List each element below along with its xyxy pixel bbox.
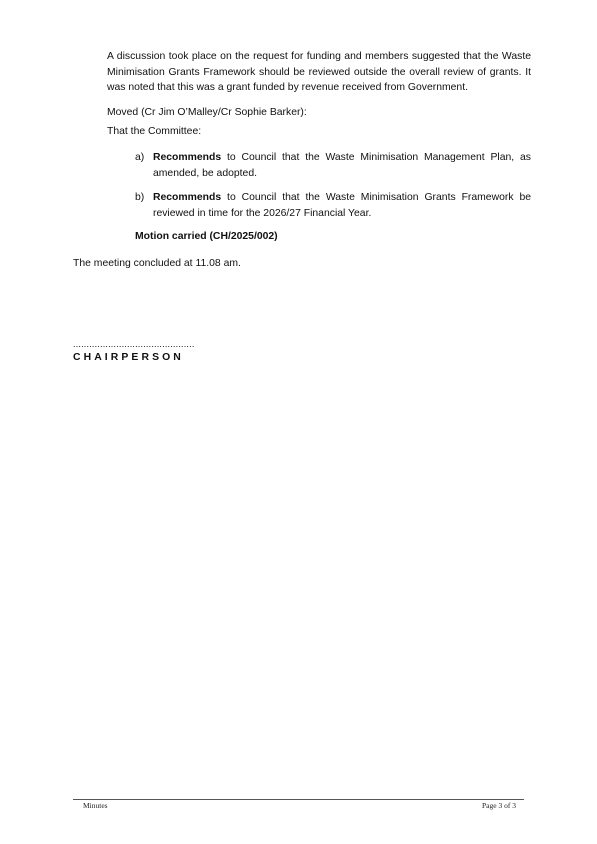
resolution-keyword: Recommends (153, 152, 222, 163)
chairperson-label: CHAIRPERSON (73, 352, 184, 363)
resolution-item-a (135, 150, 531, 181)
footer-page-number: Page 3 of 3 (482, 801, 516, 810)
resolution-text: to Council that the Waste Minimisation Management Plan, as amended, be adopted. (153, 152, 531, 179)
resolution-marker: a) (135, 152, 145, 163)
committee-line: That the Committee: (107, 126, 202, 137)
signature-line: ............................................. (73, 339, 195, 349)
resolution-body (153, 190, 531, 221)
discussion-paragraph: A discussion took place on the request for funding and members suggested that the Waste Minimisation Grants Framework should be reviewed outside the overall review of grants. It was noted that this was a grant funded by revenue received from Government. (107, 51, 531, 93)
resolution-body (153, 150, 531, 181)
meeting-concluded-line: The meeting concluded at 11.08 am. (73, 258, 241, 269)
resolution-keyword: Recommends (153, 192, 222, 203)
footer-divider (73, 799, 524, 800)
motion-result: Motion carried (CH/2025/002) (135, 231, 278, 242)
resolution-text: to Council that the Waste Minimisation Grants Framework be reviewed in time for the 2026/27 Financial Year. (153, 192, 531, 219)
resolution-item-b (135, 190, 531, 221)
resolution-marker: b) (135, 192, 145, 203)
moved-line: Moved (Cr Jim O’Malley/Cr Sophie Barker): (107, 107, 307, 118)
footer-document-label: Minutes (83, 801, 108, 810)
